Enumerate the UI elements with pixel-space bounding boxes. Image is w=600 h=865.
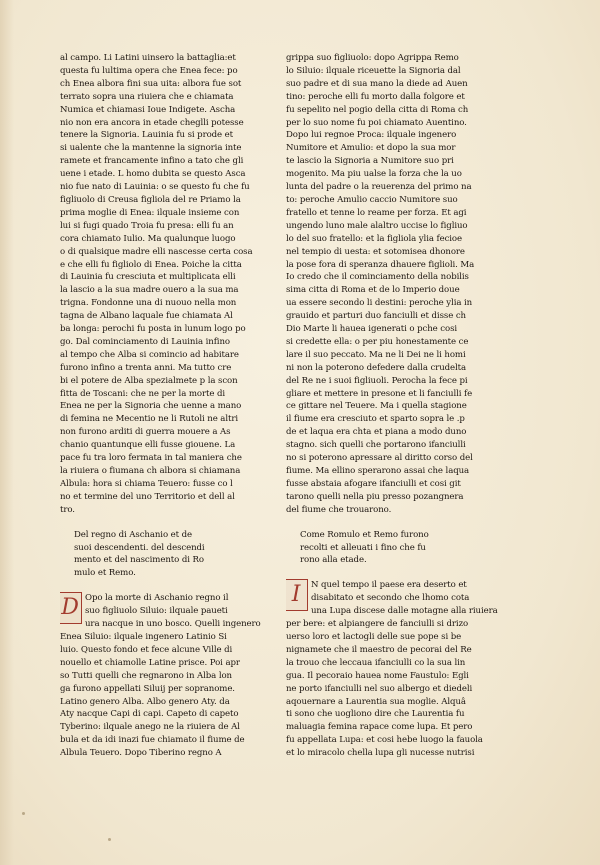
text-line: ungendo luno male alaltro uccise lo figliuo (286, 220, 468, 231)
text-line: bi el potere de Alba spezialmete p la scon (60, 375, 238, 386)
text-line: ramete et francamente infino a tato che gli (60, 156, 244, 167)
text-line: chanio quantunque elli fusse giouene. La (60, 440, 236, 451)
text-line: tenere la Signoria. Lauinia fu si prode et (60, 130, 234, 141)
text-line: luio. Questo fondo et fece alcune Ville di (60, 644, 233, 655)
text-line: mento et del nascimento di Ro (74, 555, 204, 566)
left-block-2 (60, 592, 282, 760)
text-line: tarono quelli nella piu presso pozangnera (286, 491, 464, 502)
text-line: pace fu tra loro fermata in tal maniera che (60, 453, 242, 464)
text-line: gliare et mettere in presone et li fanciulli fe (286, 388, 473, 399)
text-line: tro. (60, 504, 75, 515)
text-line: stagno. sich quelli che portarono ifanciulli (286, 440, 466, 451)
text-line: la riuiera o fiumana ch albora si chiamana (60, 466, 241, 476)
page-fold-shadow (0, 0, 14, 865)
text-line: suo figliuolo Siluio: ilquale paueti (85, 606, 228, 617)
text-line: ne porto ifanciulli nel suo albergo et diedeli (286, 683, 473, 694)
text-line: ti sono che uogliono dire che Laurentia fu (286, 709, 465, 720)
text-line: to: peroche Amulio caccio Numitore suo (286, 194, 458, 205)
text-line: uene i etade. L homo dubita se questo Asca (60, 169, 246, 180)
text-line: Latino genero Alba. Albo genero Aty. da (60, 696, 230, 707)
text-line: te lascio la Signoria a Numitore suo pri (286, 156, 454, 167)
text-line: o di qualsique madre elli nascesse certa cosa (60, 246, 253, 257)
initial-d-dropcap: D (60, 592, 82, 624)
text-line: Opo la morte di Aschanio regno il (85, 593, 229, 604)
text-line: nio fue nato di Lauinia: o se questo fu che fu (60, 182, 250, 193)
text-line: trigna. Fondonne una di nuouo nella mon (60, 298, 237, 309)
text-line: lo Siluio: ilquale riceuette la Signoria dal (286, 65, 461, 76)
text-line: Numica et chiamasi Ioue Indigete. Ascha (60, 104, 236, 115)
right-block-1 (286, 52, 508, 517)
text-line: fiume. Ma ellino sperarono assai che laqua (286, 466, 470, 476)
text-line: al tempo che Alba si comincio ad habitare (60, 349, 239, 360)
text-line: Enea ne per la Signoria che uenne a mano (60, 401, 242, 412)
text-line: Aty nacque Capi di capi. Capeto di capeto (60, 709, 239, 720)
text-line: la pose fora di speranza dhauere figlioli. Ma (286, 259, 475, 270)
text-line: mulo et Remo. (74, 568, 136, 579)
text-line: Come Romulo et Remo furono (300, 529, 429, 540)
text-line: go. Dal cominciamento di Lauinia infino (60, 336, 230, 347)
text-line: nel tempio di uesta: et sotomisea dhonore (286, 246, 465, 257)
text-line: lare il suo peccato. Ma ne li Dei ne li homi (286, 349, 466, 360)
text-line: mogenito. Ma piu ualse la forza che la uo (286, 169, 462, 180)
right-column (286, 52, 508, 760)
text-line: una Lupa discese dalle motagne alla riuiera (311, 606, 498, 617)
text-line: et lo miracolo chella lupa gli nucesse nutrisi (286, 748, 475, 759)
text-line: questa fu lultima opera che Enea fece: po (60, 65, 238, 76)
text-line: grippa suo figliuolo: dopo Agrippa Remo (286, 53, 459, 63)
text-line: furono infino a trenta anni. Ma tutto cre (60, 362, 232, 373)
text-line: tino: peroche elli fu morto dalla folgore et (286, 91, 465, 102)
text-line: N quel tempo il paese era deserto et (311, 580, 467, 591)
text-line: gua. Il pecoraio hauea nome Faustulo: Egli (286, 670, 469, 681)
text-line: no et termine del uno Territorio et dell al (60, 491, 235, 502)
text-line: suo padre et di sua mano la diede ad Auen (286, 78, 468, 89)
text-line: e che elli fu figliolo di Enea. Poiche la citta (60, 259, 242, 270)
text-line: suoi descendenti. del descendi (74, 542, 205, 553)
text-line: Dio Marte li hauea igenerati o pche cosi (286, 324, 458, 335)
text-line: terrato sopra una riuiera che e chiamata (60, 91, 234, 102)
text-line: recolti et alleuati i fino che fu (300, 542, 426, 553)
text-line: del fiume che trouarono. (286, 504, 392, 515)
text-line: Dopo lui regnoe Proca: ilquale ingenero (286, 130, 457, 141)
left-column (60, 52, 282, 760)
text-line: figliuolo di Creusa figliola del re Priamo la (60, 194, 241, 205)
text-line: ura nacque in uno bosco. Quelli ingenero (85, 619, 261, 630)
text-line: grauido et parturi duo fanciulli et disse ch (286, 311, 466, 322)
text-line: Tyberino: ilquale anego ne la riuiera de Al (60, 722, 240, 733)
text-line: so Tutti quelli che regnarono in Alba lon (60, 670, 232, 681)
initial-i-dropcap: I (286, 579, 308, 611)
text-line: per bere: et alpiangere de fanciulli si drizo (286, 619, 469, 630)
right-block-2 (286, 579, 508, 760)
text-line: Albula: hora si chiama Teuero: fusse co l (60, 478, 233, 489)
text-line: la trouo che leccaua ifanciulli co la sua lin (286, 657, 466, 668)
text-line: fitta de Toscani: che ne per la morte di (60, 388, 226, 399)
text-line: aqouernare a Laurentia sua moglie. Alquâ (286, 696, 466, 707)
text-line: prima moglie di Enea: ilquale insieme con (60, 207, 240, 218)
text-line: nouello et chiamolle Latine prisce. Poi apr (60, 657, 240, 668)
text-line: lui si fugi quado Troia fu presa: elli fu an (60, 220, 234, 231)
left-chapter-heading (60, 529, 282, 581)
text-line: Io credo che il cominciamento della nobilis (286, 272, 469, 283)
text-line: non furono arditi di guerra mouere a As (60, 427, 231, 438)
text-line: del Re ne i suoi figliuoli. Perocha la fece pi (286, 375, 468, 386)
text-line: ua essere secondo li destini: peroche ylia in (286, 298, 473, 309)
text-line: rono alla etade. (300, 555, 367, 566)
text-line: maluagia femina rapace come lupa. Et pero (286, 722, 473, 733)
text-line: ba longa: perochi fu posta in lunum logo po (60, 324, 246, 335)
text-line: di Lauinia fu cresciuta et multiplicata elli (60, 272, 236, 283)
text-line: lo del suo fratello: et la figliola ylia fecioe (286, 233, 462, 244)
text-line: de et laqua era chta et piana a modo duno (286, 427, 467, 438)
text-line: la lascio a la sua madre ouero a la sua ma (60, 285, 239, 296)
text-line: fusse abstaia afogare ifanciulli et cosi git (286, 478, 461, 489)
text-line: bula et da idi inazi fue chiamato il fiume de (60, 735, 245, 746)
left-block-1 (60, 52, 282, 517)
text-line: ni non la poterono defedere dalla crudelta (286, 362, 467, 373)
text-line: fu sepelito nel pogio della citta di Roma ch (286, 104, 469, 115)
text-line: tagna de Albano laquale fue chiamata Al (60, 311, 233, 322)
text-line: nignamete che il maestro de pecorai del Re (286, 644, 472, 655)
text-line: fu appellata Lupa: et cosi hebe luogo la fauola (286, 735, 483, 746)
text-line: Del regno di Aschanio et de (74, 529, 193, 540)
text-line: lunta del padre o la reuerenza del primo na (286, 182, 472, 193)
text-line: si credette ella: o per piu honestamente ce (286, 336, 469, 347)
text-line: si ualente che la mantenne la signoria inte (60, 143, 242, 154)
text-line: disabitato et secondo che lhomo cota (311, 593, 470, 604)
text-line: no si poterono apressare al diritto corso del (286, 453, 473, 464)
text-line: ga furono appellati Siluij per sopranome. (60, 683, 235, 694)
text-line: il fiume era cresciuto et sparto sopra le .p (286, 414, 465, 425)
text-line: sima citta di Roma et de lo Imperio doue (286, 285, 460, 296)
text-line: Numitore et Amulio: et dopo la sua mor (286, 143, 456, 154)
text-line: Enea Siluio: ilquale ingenero Latinio Si (60, 631, 227, 642)
text-line: ce gittare nel Teuere. Ma i quella stagione (286, 401, 467, 412)
text-line: nio non era ancora in etade cheglli potesse (60, 117, 244, 128)
right-chapter-heading (286, 529, 508, 568)
text-line: fratello et tenne lo reame per forza. Et agi (286, 207, 467, 218)
text-line: di femina ne Mecentio ne li Rutoli ne altri (60, 414, 238, 425)
text-line: uerso loro et lactogli delle sue pope si be (286, 631, 462, 642)
text-line: cora chiamato Iulio. Ma qualunque luogo (60, 233, 236, 244)
text-line: al campo. Li Latini uinsero la battaglia:et (60, 53, 236, 63)
text-line: per lo suo nome fu poi chiamato Auentino. (286, 117, 467, 128)
text-line: ch Enea albora fini sua uita: albora fue sot (60, 78, 242, 89)
text-line: Albula Teuero. Dopo Tiberino regno A (60, 748, 222, 759)
